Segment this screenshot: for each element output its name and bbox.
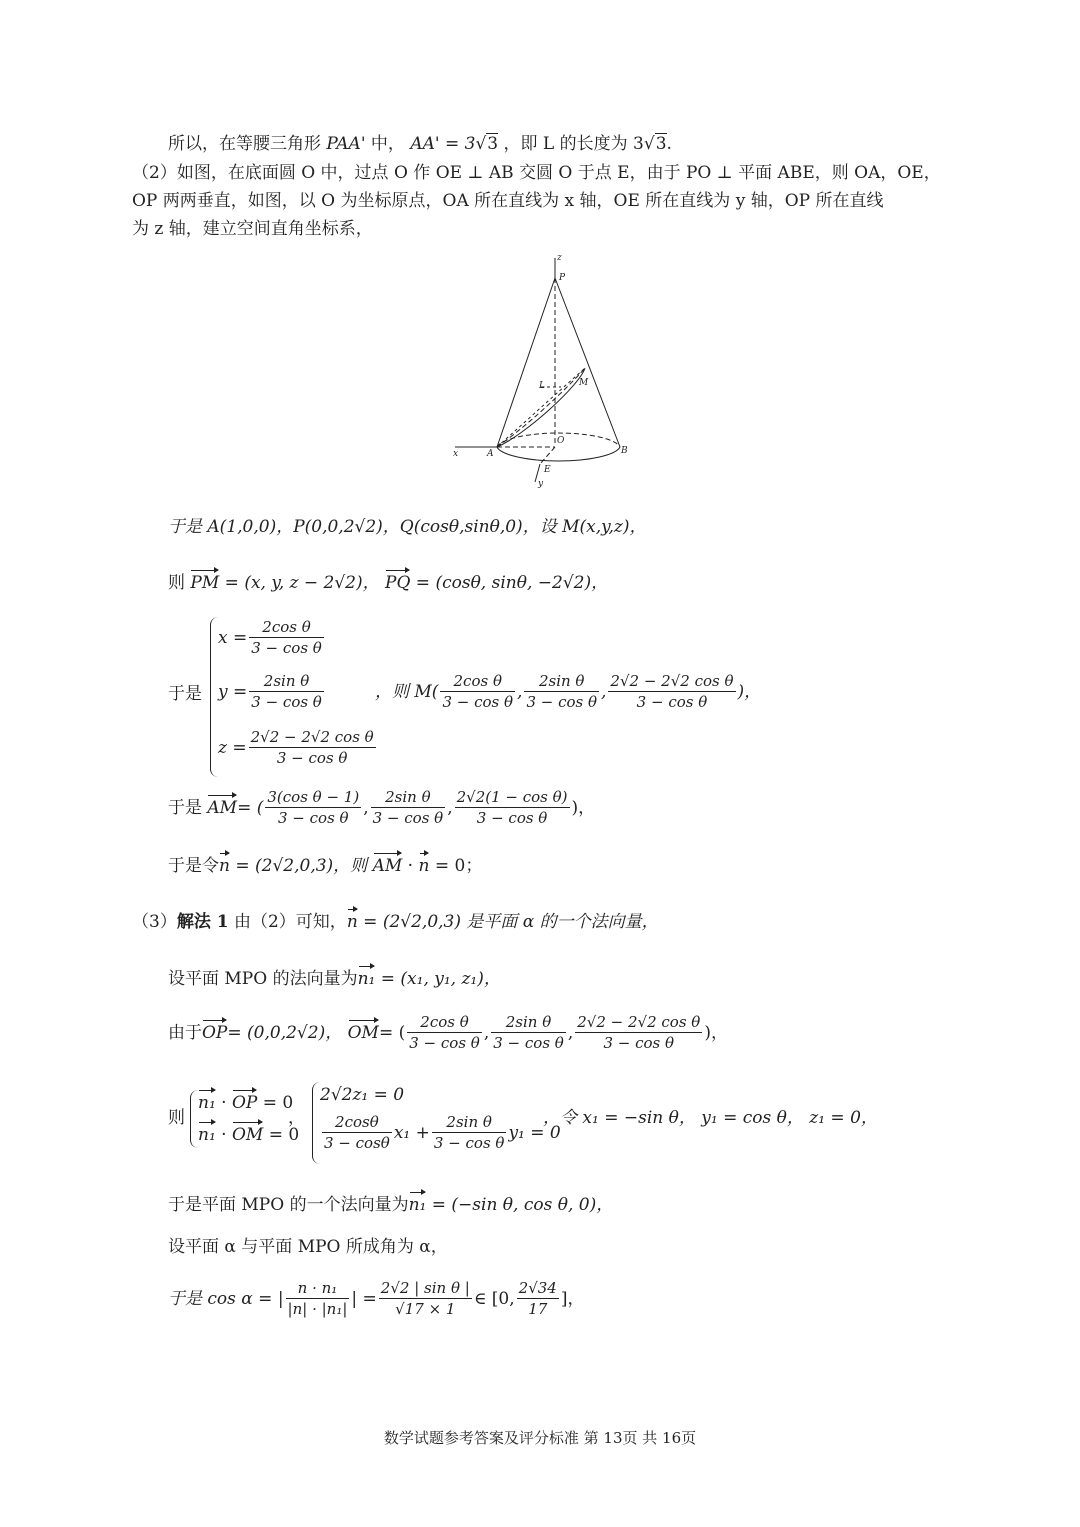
cos-line: 于是 cos α = | $\frac{\text{n · n₁}}{\text{|n| · |n₁|}}$ | = $\frac{\text{2√2 | sin θ |}}{√17 \times 1}$ ∈ [0, $\frac{2√34}{17}$ ]， xyxy=(168,1279,585,1318)
page-footer: 数学试题参考答案及评分标准 第 13页 共 16页 xyxy=(383,1429,697,1447)
label-y: y xyxy=(538,479,544,489)
system2-right-brace xyxy=(312,1082,561,1164)
label-m: M xyxy=(579,378,589,388)
label-o: O xyxy=(557,436,565,446)
system1-row-x: x = $\frac{\text{2cos θ}}{\text{3 − cos θ}}$ xyxy=(218,618,322,657)
method-label: 解法 1 xyxy=(176,912,229,932)
system1-lead: 于是 xyxy=(168,684,202,704)
part3-line: （3）解法 1 由（2）可知，n = (2√2,0,3) 是平面 α 的一个法向量， xyxy=(132,912,659,932)
sqrt-sign xyxy=(644,134,655,154)
am-line: 于是 AM = ( $\frac{\text{3(cos θ − 1)}}{\text{3 − cos θ}}$ , $\frac{\text{2sin θ}}{\text{3 − cos θ}}$ , $\frac{\text{2√2(1 − cos θ)}}{\text{3 − cos θ}}$ )， xyxy=(168,788,596,827)
vector-am: AM xyxy=(372,856,403,876)
vectors-line xyxy=(168,572,608,594)
text: = (x, y, z − 2√2)， xyxy=(219,573,380,593)
coords-line: 于是 A(1,0,0)，P(0,0,2√2)，Q(cosθ,sinθ,0)，设 M(x,y,z)， xyxy=(168,517,647,537)
system2-row-2: n₁ · OM = 0 xyxy=(198,1125,300,1145)
vector-pm: PM xyxy=(190,573,220,593)
system2-eq-2: $\frac{2\cos\theta}{3 - \cos\theta}$ x₁ + $\frac{\text{2sin θ}}{\text{3 − cos θ}}$ y₁ = 0 xyxy=(324,1113,561,1152)
vector-n: n xyxy=(418,856,430,876)
text: 中， xyxy=(370,134,405,154)
vector-n: n xyxy=(346,912,358,932)
system2-left-brace xyxy=(190,1090,300,1148)
cone-diagram xyxy=(445,250,635,490)
system1-brace xyxy=(210,617,390,777)
vector-pq: PQ xyxy=(385,573,411,593)
label-l: L xyxy=(539,381,545,391)
system1-m: ，则 M( $\frac{\text{2cos θ}}{\text{3 − cos θ}}$ , $\frac{\text{2sin θ}}{\text{3 − cos θ}}$ , $\frac{\text{2√2 − 2√2 cos θ}}{\text{3 − cos θ}}$ )， xyxy=(375,672,762,711)
part2-line-2: OP 两两垂直，如图，以 O 为坐标原点，OA 所在直线为 x 轴，OE 所在直线为 y 轴，OP 所在直线 xyxy=(132,191,884,211)
vector-om: OM xyxy=(347,1022,379,1043)
text-line-1 xyxy=(168,133,672,155)
system2-row-1: n₁ · OP = 0 xyxy=(198,1093,294,1113)
label-b: B xyxy=(621,446,628,456)
label-e: E xyxy=(544,465,551,475)
part2-line-1: （2）如图，在底面圆 O 中，过点 O 作 OE ⊥ AB 交圆 O 于点 E，由于 PO ⊥ 平面 ABE，则 OA，OE， xyxy=(132,163,941,183)
n-line: 于是令n = (2√2,0,3)，则 AM · n = 0； xyxy=(168,856,483,876)
op-om-line: 由于 OP = (0,0,2√2)， OM = ( $\frac{\text{2cos θ}}{\text{3 − cos θ}}$ , $\frac{\text{2sin θ}}{\text{3 − cos θ}}$ , $\frac{\text{2√2 − 2√2 cos θ}}{\text{3 − cos θ}}$ )， xyxy=(168,1013,728,1052)
vector-n1: n₁ xyxy=(357,969,376,989)
system1-row-z: z = $\frac{\text{2√2 − 2√2 cos θ}}{\text{3 − cos θ}}$ xyxy=(218,728,374,767)
system2-eq-1: 2√2z₁ = 0 xyxy=(320,1085,405,1105)
label-p: P xyxy=(559,273,566,283)
label-a: A xyxy=(487,449,494,459)
vector-n: n xyxy=(219,856,230,876)
text: 则 xyxy=(168,573,185,593)
text: . xyxy=(666,134,672,154)
mpo-normal-line: 设平面 MPO 的法向量为n₁ = (x₁, y₁, z₁)， xyxy=(168,969,501,989)
text: PAA' xyxy=(326,134,366,154)
mpo-result-line: 于是平面 MPO 的一个法向量为n₁ = (−sin θ, cos θ, 0)， xyxy=(168,1195,614,1215)
text: AA' = 3 xyxy=(410,134,476,154)
vector-am: AM xyxy=(207,797,238,818)
text: = (cosθ, sinθ, −2√2)， xyxy=(410,573,609,593)
label-x: x xyxy=(453,449,459,459)
text: ，即 L 的长度为 3 xyxy=(503,134,644,154)
text: 3 xyxy=(487,134,499,154)
system2-let: ，令 x₁ = −sin θ， y₁ = cos θ， z₁ = 0， xyxy=(543,1108,878,1128)
sqrt-sign xyxy=(475,134,486,154)
vector-op: OP xyxy=(202,1022,228,1043)
part2-line-3: 为 z 轴，建立空间直角坐标系， xyxy=(132,219,373,239)
system2-lead: 则 xyxy=(168,1108,185,1128)
vector-n1: n₁ xyxy=(408,1195,427,1215)
text: 3 xyxy=(655,134,667,154)
system2-comma: ， xyxy=(288,1108,305,1128)
label-z: z xyxy=(557,253,562,263)
system1-row-y: y = $\frac{\text{2sin θ}}{\text{3 − cos θ}}$ xyxy=(218,672,322,711)
angle-line: 设平面 α 与平面 MPO 所成角为 α， xyxy=(168,1237,448,1257)
text: 所以，在等腰三角形 xyxy=(168,134,321,154)
